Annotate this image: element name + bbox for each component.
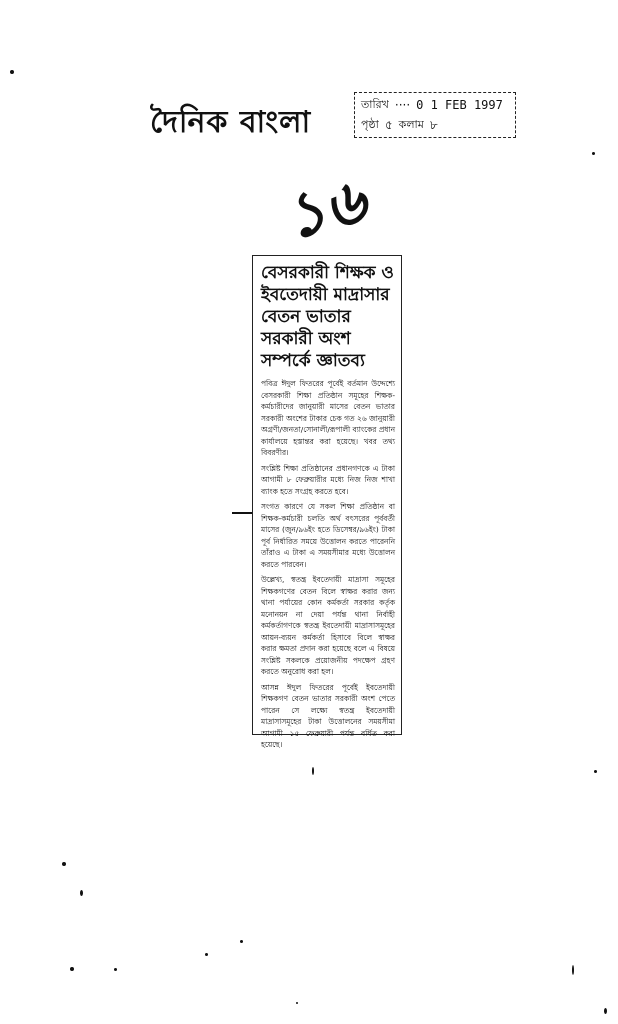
handwritten-number: ১৬: [277, 163, 373, 254]
article-paragraph-5: আসন্ন ঈদুল ফিতরের পূর্বেই ইবতেদায়ী শিক্ষকগণ বেতন ভাতার সরকারী অংশ পেতে পারেন সে লক্ষ্যে স্বতন্ত্র ইবতেদায়ী মাদ্রাসাসমূহের টাকা উত্তোলনের সময়সীমা আগামী ১৫ ফেব্রুয়ারী পর্যন্ত বর্ধিত করা হয়েছে।: [261, 682, 395, 749]
scan-speck: [592, 152, 595, 155]
scan-speck: [62, 862, 66, 866]
article-headline: বেসরকারী শিক্ষক ও ইবতেদায়ী মাদ্রাসার বেতন ভাতার সরকারী অংশ সম্পর্কে জ্ঞাতব্য: [261, 263, 394, 371]
stamp-date-label: তারিখ: [361, 98, 389, 111]
scan-speck: [80, 890, 83, 896]
scan-speck: [10, 70, 14, 74]
article-paragraph-1: পবিত্র ঈদুল ফিতরের পূর্বেই বর্তমান উদ্দেশ্যে বেসরকারী শিক্ষা প্রতিষ্ঠান সমূহের শিক্ষক-কর্মচারীদের জানুয়ারী মাসের বেতন ভাতার সরকারী অংশের টাকার চেক গত ২৬ জানুয়ারী অগ্রণী/জনতা/সোনালী/রূপালী ব্যাংকের প্রধান কার্যালয়ে হস্তান্তর করা হয়েছে। খবর তথ্য বিবরণীর।: [261, 379, 395, 457]
stamp-column-value: ৮: [429, 118, 438, 132]
stamp-page-label: পৃষ্ঠা: [361, 118, 379, 131]
stamp-date-value: 0 1 FEB 1997: [416, 98, 503, 112]
scan-mark: [232, 512, 252, 514]
date-stamp: [354, 92, 516, 138]
scan-speck: [594, 770, 597, 773]
article-paragraph-4: উল্লেখ্য, স্বতন্ত্র ইবতেদায়ী মাদ্রাসা সমূহের শিক্ষকগণের বেতন বিলে স্বাক্ষর করার জন্য থানা পর্যায়ের কোন কর্মকর্তা সরকার কর্তৃক মনোনয়ন না দেয়া পর্যন্ত থানা নির্বাহী কর্মকর্তাগণকে স্বতন্ত্র ইবতেদায়ী মাদ্রাসাসমূহের আয়ন-ব্যয়ন কর্মকর্তা হিসাবে বিলে স্বাক্ষর করার ক্ষমতা প্রদান করা হয়েছে বলে এ বিষয়ে সংশ্লিষ্ট সকলকে প্রয়োজনীয় পদক্ষেপ গ্রহণ করতে অনুরোধ করা হল।: [261, 575, 395, 676]
scan-speck: [70, 967, 74, 971]
article-paragraph-2: সংশ্লিষ্ট শিক্ষা প্রতিষ্ঠানের প্রধানগণকে এ টাকা আগামী ৮ ফেব্রুয়ারীর মধ্যে নিজ নিজ শাখা ব্যাংক হতে সংগ্রহ করতে হবে।: [261, 463, 395, 496]
stamp-date-row: [361, 95, 509, 115]
scan-speck: [296, 1002, 298, 1004]
stamp-column-label: কলাম: [398, 118, 424, 131]
scan-speck: [114, 968, 117, 971]
scan-speck: [240, 940, 243, 943]
stamp-dots: ····: [394, 98, 411, 112]
scan-speck: [604, 1008, 607, 1014]
stamp-page-row: [361, 115, 509, 135]
scan-speck: [205, 953, 208, 956]
stamp-page-value: ৫: [384, 118, 393, 132]
scan-speck: [312, 767, 314, 775]
newspaper-masthead: দৈনিক বাংলা: [150, 105, 312, 140]
article-paragraph-3: সংগত কারণে যে সকল শিক্ষা প্রতিষ্ঠান বা শিক্ষক-কর্মচারী চলতি অর্থ বৎসরের পূর্ববর্তী মাসের (জুন/৯৬ইং হতে ডিসেম্বর/৯৬ইং) টাকা পূর্ব নির্ধারিত সময়ে উত্তোলন করতে পারেননি তাঁরাও এ টাকা এ সময়সীমার মধ্যে উত্তোলন করতে পারবেন।: [261, 502, 395, 569]
newspaper-clipping: [252, 255, 402, 749]
scan-speck: [572, 965, 574, 975]
